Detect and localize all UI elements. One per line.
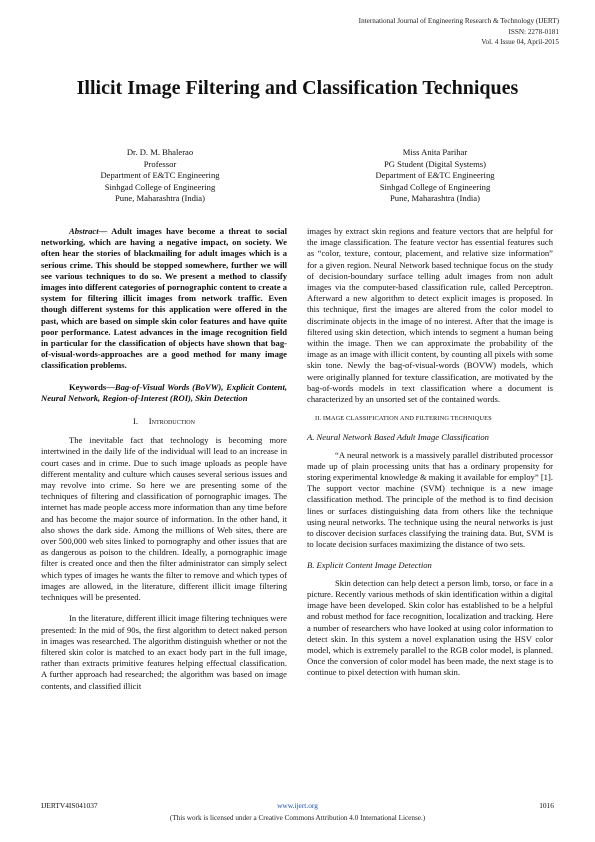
- license-note: (This work is licensed under a Creative Commons Attribution 4.0 International License.): [169, 814, 426, 822]
- subsection-b-paragraph: Skin detection can help detect a person limb, torso, or face in a picture. Recently various methods of skin identification within a digital image have been developed. Skin color has established to be a helpful and robust method for face recognition, localization and tracking. Here a number of researchers who have looked at using color information to detect skin. In this system a novel explanation using the HSV color model, which is extremely parallel to the RGB color model, is planned. Once the conversion of color model has been made, the next stage is to continue to pixel detection with human skin.: [307, 577, 553, 678]
- abstract: [41, 226, 287, 372]
- author-dept: Department of E&TC Engineering: [375, 170, 495, 181]
- section-title: Introduction: [148, 416, 195, 427]
- keywords-label: Keywords—: [69, 381, 115, 392]
- author-name: Miss Anita Parihar: [402, 147, 468, 157]
- right-column: [307, 226, 553, 679]
- keywords-text: Bag-of-Visual Words (BoVW), Explicit Content, Neural Network, Region-of-Interest (ROI), Skin Detection: [41, 381, 287, 403]
- footer-website: [0, 801, 595, 810]
- subsection-a-paragraph: “A neural network is a massively parallel distributed processor made up of plain processing units that has a ordinary propensity for storing experimental knowledge & making it available for employ” [1]. The support vector machine (SVM) technique is a new image classification method. The principle of the method is to find decision lines or surfaces distinguishing data from others like the technique using neural networks. The technique using the neural networks is just to discover decision surfaces classifying the training data. But, SVM is to locate decision surfaces maximizing the distance of two sets.: [307, 449, 553, 550]
- author-college: Sinhgad College of Engineering: [104, 181, 216, 192]
- author-dept: Department of E&TC Engineering: [100, 170, 220, 181]
- author-college: Sinhgad College of Engineering: [379, 181, 491, 192]
- intro-paragraph-continued: images by extract skin regions and feature vectors that are helpful for the image classification. The feature vector has essential features such as “color, texture, contour, placement, and relative size information” for a given region. Neural Network based technique focus on the study of decision-boundary surface telling adult images from non adult images via the computer-based classification rule, called Perceptron. Afterward a new algorithm to detect explicit images is proposed. In this technique, first the images are altered from the color model to discriminate objects in the image of no interest. After that the image is filtered using skin detection, which intends to segment a human being within the image. Then we can approximate the probability of the image as an image with illicit content, by counting all pixels with some skin tone. Newly the bag-of-visual-words (BOVW) models, which were originally planned for texture classification, are motivated by the bag-of-words models in text classification where a document is characterized by an unsorted set of the contained words.: [307, 226, 553, 405]
- keywords: [41, 382, 287, 404]
- author-name: Dr. D. M. Bhalerao: [126, 147, 194, 157]
- page-number: 1016: [539, 801, 554, 810]
- section-heading-introduction: [41, 416, 287, 427]
- author-place: Pune, Maharashtra (India): [115, 193, 205, 204]
- section-heading-techniques: II. IMAGE CLASSIFICATION AND FILTERING TECHNIQUES: [315, 415, 492, 423]
- abstract-label: Abstract: [69, 226, 99, 236]
- author-role: Professor: [143, 158, 177, 169]
- paper-title: Illicit Image Filtering and Classification Techniques: [76, 77, 519, 99]
- issn: ISSN: 2278-0181: [508, 27, 559, 36]
- journal-name: International Journal of Engineering Research & Technology (IJERT): [358, 17, 559, 25]
- author-block-1: [60, 147, 260, 205]
- website-link[interactable]: www.ijert.org: [277, 801, 318, 810]
- author-block-2: [335, 147, 535, 205]
- abstract-text: — Adult images have become a threat to social networking, which are having a negative impact, on society. We often hear the stories of blackmailing for adult images which is a serious crime. This should be stopped somewhere, further we will see various techniques to do so. We present a method to classify images into different categories of pornographic content to create a system for filtering illicit images from network traffic. Even though different systems for this application were offered in the past, which are based on simple skin color features and have quite poor performance. Latest advances in the image recognition field in particular for the classification of objects have shown that bag-of-visual-words-approaches are a good method for many image classification problems.: [41, 226, 287, 371]
- subsection-heading-a: A. Neural Network Based Adult Image Classification: [307, 432, 489, 443]
- left-column: [41, 226, 287, 692]
- intro-paragraph-1: The inevitable fact that technology is becoming more intertwined in the daily life of the individual will lead to an increase in court cases and in crime. Due to such image uploads as people have different mentality and culture which causes several serious issues and may revolve into crime. So here we are presenting some of the techniques of filtering and classification of pornographic images. The internet has made people access more information than any time before and has become the major source of information. In the other hand, it also shows the dark side. Among the millions of Web sites, there are over 500,000 web sites linked to pornography and other issues that are as dangerous as poison to the children. Ideally, a pornographic image filter is created once and then the filter administrator can simply select which types of images he wants the filter to remove and which types of images are allowed, in the literature, different illicit image filtering techniques will be presented.: [41, 435, 287, 603]
- paper-id: IJERTV4IS041037: [41, 801, 98, 810]
- section-number: I.: [133, 416, 139, 427]
- intro-paragraph-2: In the literature, different illicit image filtering techniques were presented: In the mid of 90s, the first algorithm to detect naked person in images was researched. The algorithm distinguish whether or not the filtered skin color is matched to an exact body part in the full image, rather than extracts primitive features helping effectual classification. A further approach had researched; the algorithm was based on image contents, and classified illicit: [41, 613, 287, 691]
- author-role: PG Student (Digital Systems): [384, 158, 486, 169]
- volume-issue: Vol. 4 Issue 04, April-2015: [481, 38, 559, 46]
- author-place: Pune, Maharashtra (India): [390, 193, 480, 204]
- running-header: [359, 16, 559, 48]
- subsection-heading-b: B. Explicit Content Image Detection: [307, 560, 432, 571]
